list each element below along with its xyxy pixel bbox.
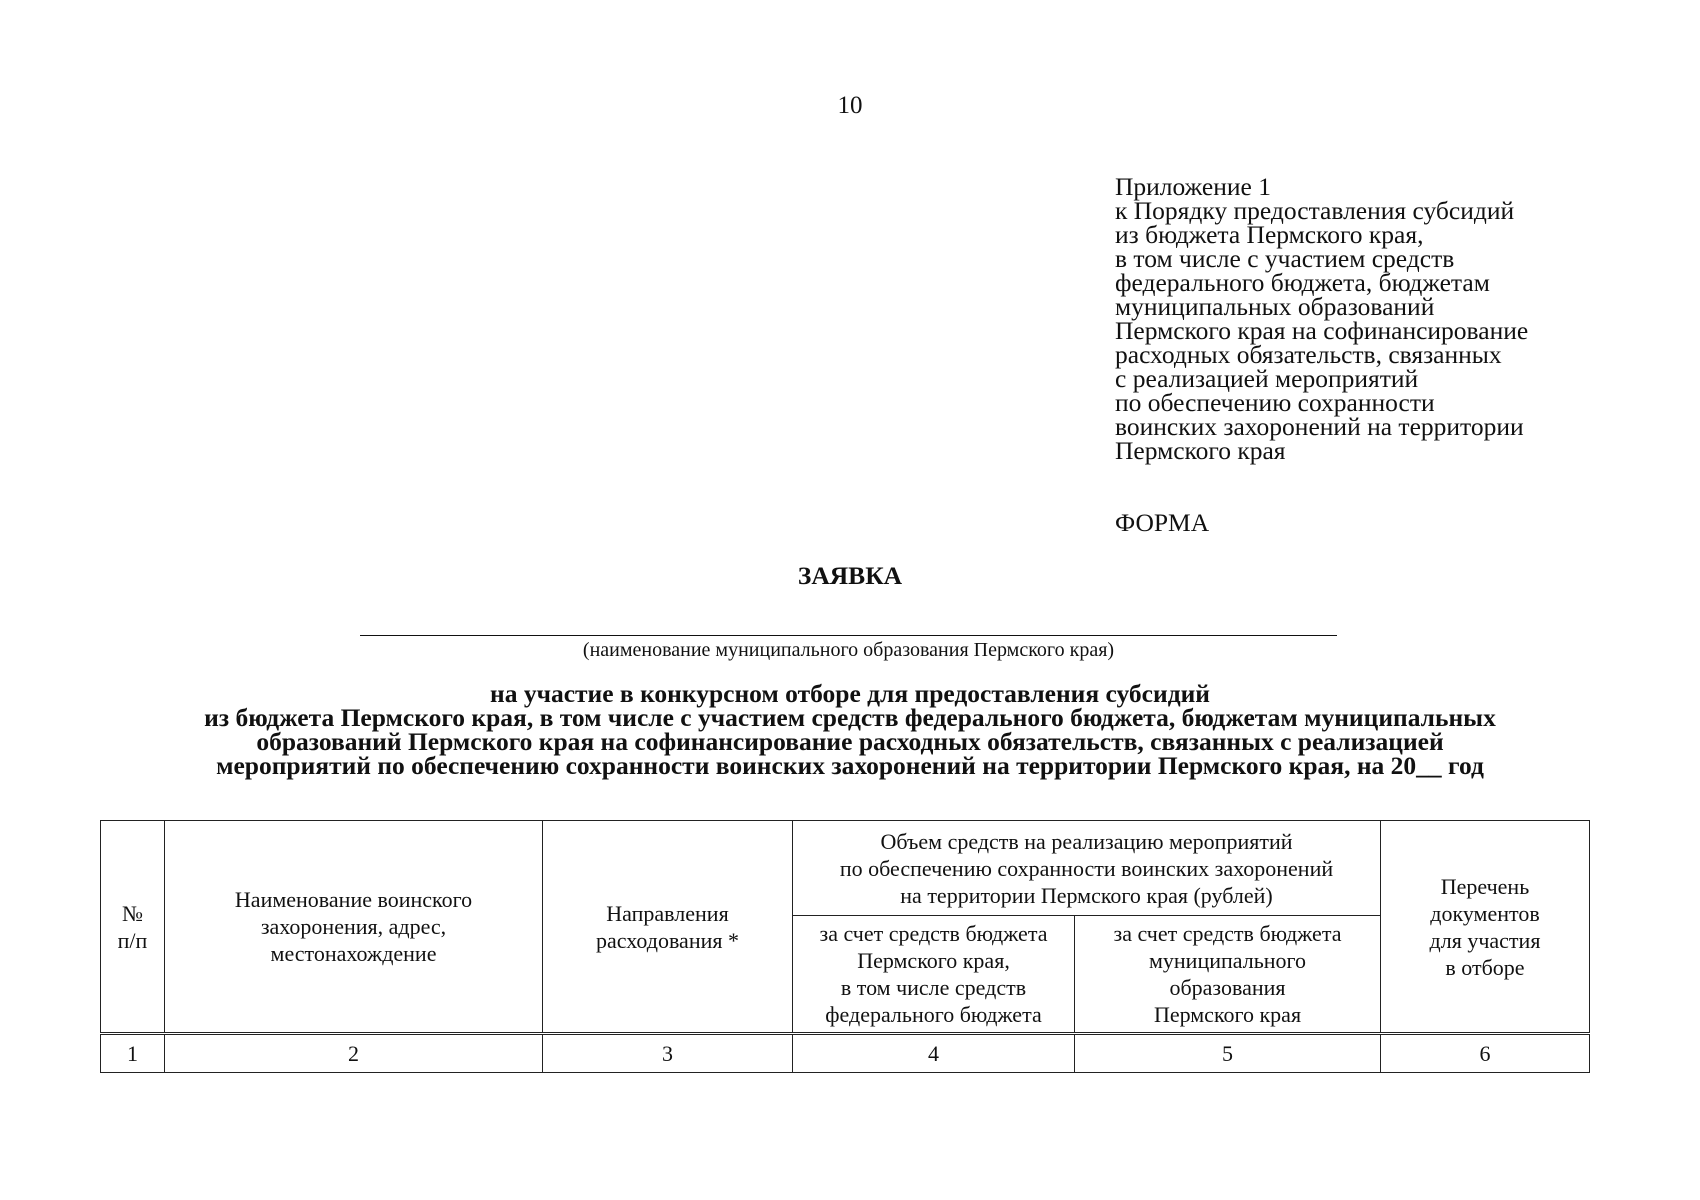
header-volume-municipal: за счет средств бюджета муниципального образования Пермского края: [1075, 916, 1381, 1034]
appendix-line: с реализацией мероприятий: [1115, 364, 1419, 393]
page-number: 10: [837, 92, 863, 119]
table-header-row: [101, 821, 1590, 916]
subtitle-line: на участие в конкурсном отборе для предоставления субсидий: [490, 679, 1210, 708]
header-directions: Направления расходования *: [543, 821, 793, 1034]
appendix-line: из бюджета Пермского края,: [1115, 220, 1424, 249]
municipality-name-caption: (наименование муниципального образования Пермского края): [582, 639, 1115, 661]
appendix-line: расходных обязательств, связанных: [1115, 340, 1502, 369]
subtitle-line: образований Пермского края на софинансирование расходных обязательств, связанных с реализацией: [256, 727, 1444, 756]
subtitle-line: из бюджета Пермского края, в том числе с участием средств федерального бюджета, бюджетам муниципальных: [204, 703, 1496, 732]
document-title: ЗАЯВКА: [797, 561, 903, 590]
municipality-name-line: [360, 635, 1337, 636]
header-documents: Перечень документов для участия в отборе: [1381, 821, 1590, 1034]
appendix-line: воинских захоронений на территории: [1115, 412, 1524, 441]
document-subtitle: [0, 679, 1700, 780]
header-volume-regional: за счет средств бюджета Пермского края, в том числе средств федерального бюджета: [793, 916, 1075, 1034]
subtitle-line: мероприятий по обеспечению сохранности воинских захоронений на территории Пермского края, на 20__ год: [216, 751, 1484, 780]
appendix-line: к Порядку предоставления субсидий: [1115, 196, 1515, 225]
column-number: 4: [793, 1034, 1075, 1073]
form-label: ФОРМА: [1115, 508, 1210, 537]
appendix-line: в том числе с участием средств: [1115, 244, 1455, 273]
appendix-block: [1115, 172, 1615, 465]
column-number: 5: [1075, 1034, 1381, 1073]
header-num: № п/п: [101, 821, 165, 1034]
header-burial-name: Наименование воинского захоронения, адрес, местонахождение: [165, 821, 543, 1034]
table-column-number-row: [101, 1034, 1590, 1073]
appendix-line: федерального бюджета, бюджетам: [1115, 268, 1490, 297]
column-number: 2: [165, 1034, 543, 1073]
column-number: 3: [543, 1034, 793, 1073]
application-table: [100, 820, 1590, 1073]
appendix-line: Пермского края на софинансирование: [1115, 316, 1529, 345]
appendix-line: Пермского края: [1115, 436, 1286, 465]
column-number: 1: [101, 1034, 165, 1073]
appendix-line: по обеспечению сохранности: [1115, 388, 1435, 417]
header-volume: Объем средств на реализацию мероприятий по обеспечению сохранности воинских захоронений на территории Пермского края (рублей): [793, 821, 1381, 916]
appendix-line: муниципальных образований: [1115, 292, 1435, 321]
appendix-line: Приложение 1: [1115, 172, 1271, 201]
column-number: 6: [1381, 1034, 1590, 1073]
